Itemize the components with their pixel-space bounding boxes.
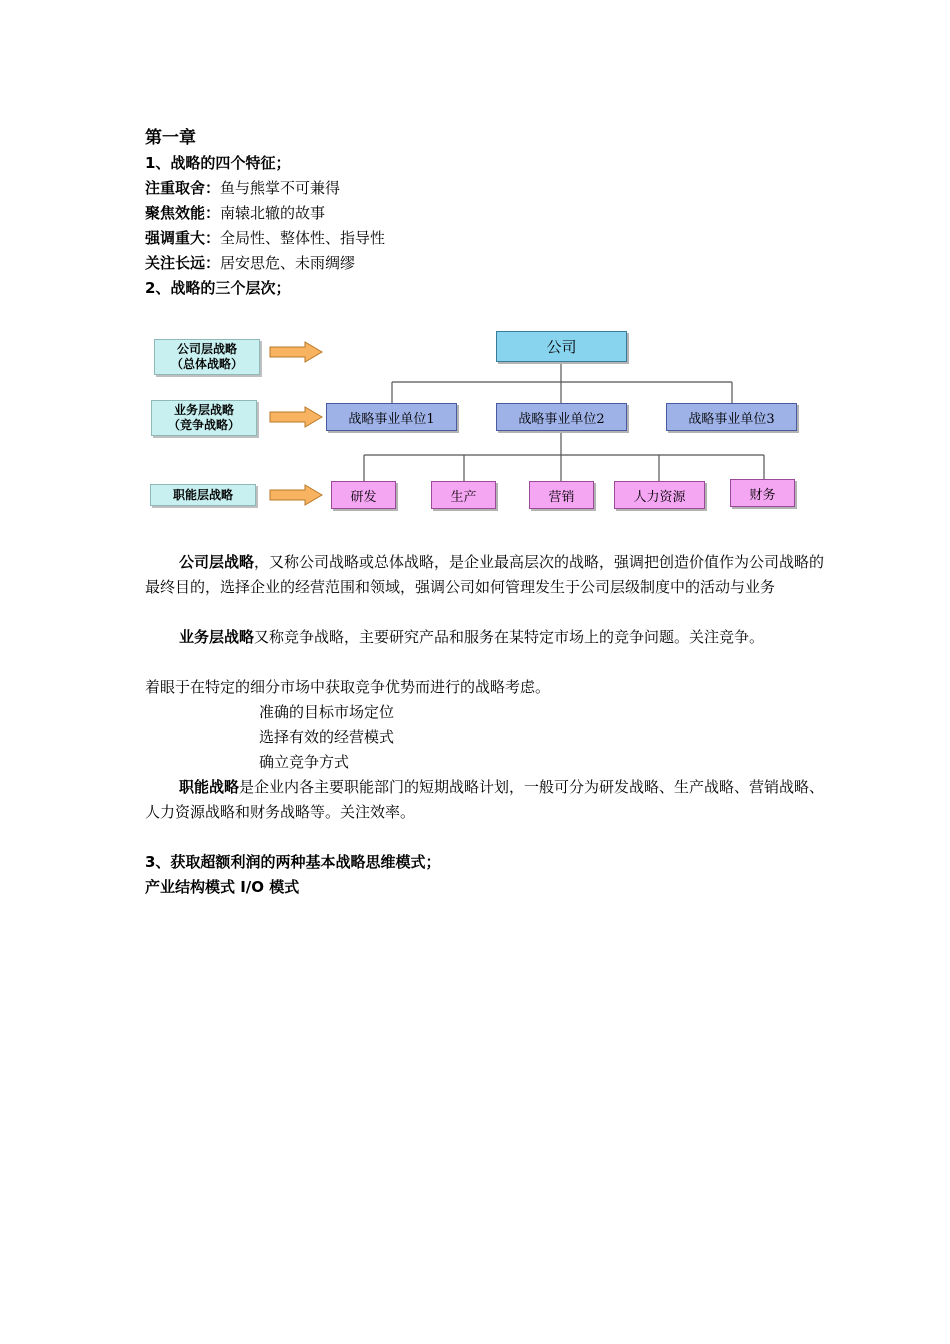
arrow-icon (270, 342, 322, 362)
function-box: 营销 (529, 481, 594, 509)
strategy-levels-diagram (140, 320, 820, 520)
business-point: 选择有效的经营模式 (259, 728, 395, 746)
corporate-strategy-paragraph (145, 550, 825, 600)
business-unit-box: 战略事业单位3 (666, 403, 797, 431)
section2-heading: 2、战略的三个层次； (145, 279, 291, 297)
feature-label: 关注长远： (145, 254, 221, 272)
feature-label: 强调重大： (145, 229, 221, 247)
feature-text: 鱼与熊掌不可兼得 (220, 179, 341, 197)
feature-label: 注重取舍： (145, 179, 221, 197)
company-box: 公司 (496, 331, 627, 362)
feature-item (145, 201, 325, 226)
arrow-icon (270, 407, 322, 427)
feature-text: 居安思危、未雨绸缪 (220, 254, 356, 272)
chapter-title: 第一章 (145, 128, 196, 148)
feature-item (145, 226, 385, 251)
level-label-line: （竞争战略） (167, 418, 240, 432)
functional-strategy-paragraph (145, 775, 825, 825)
level-label-line: 公司层战略 (176, 342, 237, 356)
section1-heading: 1、战略的四个特征； (145, 154, 291, 172)
level-label-line: 职能层战略 (172, 487, 233, 502)
section3-heading: 3、获取超额利润的两种基本战略思维模式； (145, 853, 441, 871)
term: 职能战略 (179, 778, 240, 796)
business-point: 准确的目标市场定位 (259, 703, 395, 721)
feature-item (145, 176, 340, 201)
function-box: 人力资源 (614, 481, 705, 509)
feature-text: 南辕北辙的故事 (220, 204, 326, 222)
business-focus-text: 着眼于在特定的细分市场中获取竞争优势而进行的战略考虑。 (145, 678, 551, 696)
term: 公司层战略 (179, 553, 255, 571)
paragraph-text: 是企业内各主要职能部门的短期战略计划，一般可分为研发战略、生产战略、营销战略、人力资源战略和财务战略等。关注效率。 (145, 778, 825, 821)
paragraph-text: 又称竞争战略，主要研究产品和服务在某特定市场上的竞争问题。关注竞争。 (254, 628, 765, 646)
section3-subheading: 产业结构模式 I/O 模式 (145, 878, 300, 896)
business-unit-box: 战略事业单位1 (326, 403, 457, 431)
level-label-corporate (154, 339, 260, 375)
function-box: 生产 (431, 481, 496, 509)
function-box: 财务 (730, 479, 795, 507)
business-point: 确立竞争方式 (259, 753, 350, 771)
level-label-line: 业务层战略 (173, 403, 234, 417)
function-box: 研发 (331, 481, 396, 509)
feature-text: 全局性、整体性、指导性 (220, 229, 386, 247)
level-label-business (151, 400, 257, 436)
level-label-line: （总体战略） (170, 357, 243, 371)
level-label-functional (150, 484, 256, 506)
term: 业务层战略 (179, 628, 255, 646)
arrow-icon (270, 485, 322, 505)
business-unit-box: 战略事业单位2 (496, 403, 627, 431)
paragraph-text: ，又称公司战略或总体战略，是企业最高层次的战略，强调把创造价值作为公司战略的最终目的，选择企业的经营范围和领域，强调公司如何管理发生于公司层级制度中的活动与业务 (145, 553, 825, 596)
feature-label: 聚焦效能： (145, 204, 221, 222)
business-strategy-paragraph (145, 625, 825, 650)
feature-item (145, 251, 355, 276)
